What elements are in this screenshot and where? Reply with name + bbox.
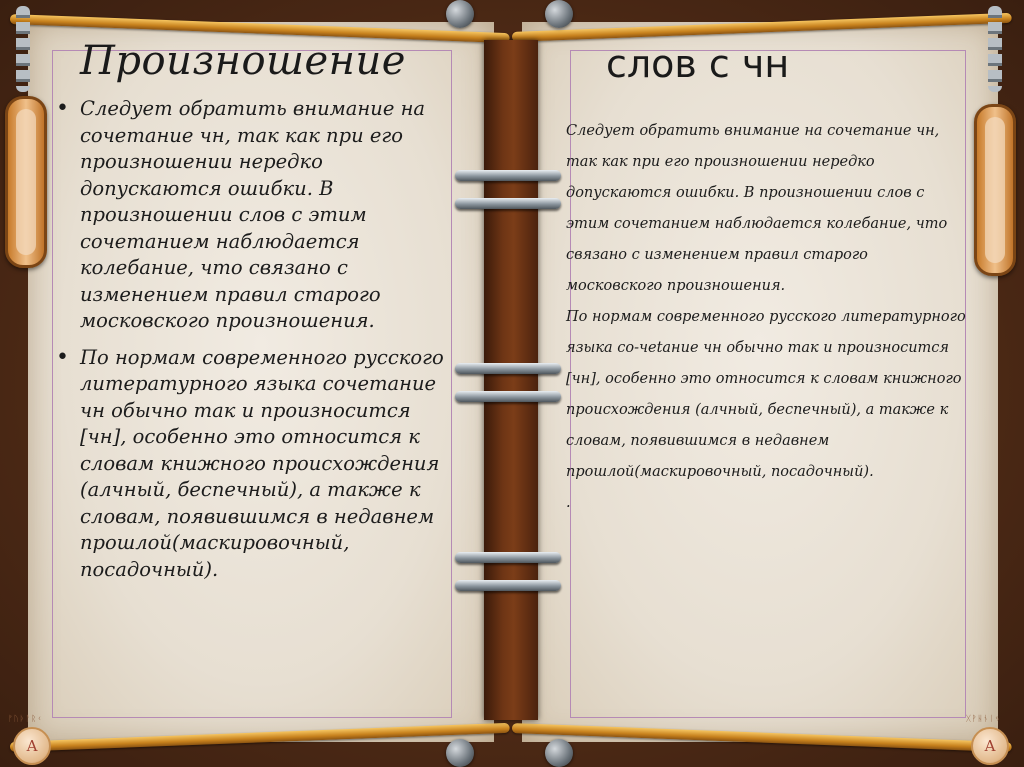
paragraph: . [566, 495, 571, 511]
chain-icon [988, 6, 1002, 92]
medallion-icon: A [971, 727, 1009, 765]
page-title-right: слов с чн [606, 42, 790, 86]
binder-ring-icon [455, 580, 561, 591]
right-body-text [566, 116, 966, 519]
bookmark-tag-icon [5, 96, 47, 268]
chain-icon [16, 6, 30, 92]
bullet-item: • Следует обратить внимание на сочетание чн, так как при его произношении нередко допускаются ошибки. В произношении слов с этим сочетанием наблюдается колебание, что связано с изменением правил старого московского произношения. [54, 96, 448, 335]
bookmark-tag-icon [974, 104, 1016, 276]
binder-ring-icon [455, 198, 561, 209]
page-title-left: Произношение [80, 38, 406, 84]
bullet-item: • По нормам современного русского литературного языка сочетание чн обычно так и произносится [чн], особенно это относится к словам книжного происхождения (алчный, беспечный), а также к словам, появившимся в недавнем прошлой(маскировочный, посадочный). [54, 345, 448, 584]
rivet-icon [446, 0, 474, 28]
binder-ring-icon [455, 552, 561, 563]
rivet-icon [545, 0, 573, 28]
left-bullet-list [54, 96, 448, 593]
binder-ring-icon [455, 363, 561, 374]
rune-ornament: ᚠᚢᚦᚨᚱᚲ [8, 714, 43, 723]
binder-ring-icon [455, 391, 561, 402]
paragraph: По нормам современного русского литературного языка со-чetание чн обычно так и произносится [чн], особенно это относится к словам книжного происхождения (алчный, беспечный), а также к словам, появившимся в недавнем прошлой(маскировочный, посадочный). [566, 309, 966, 480]
rivet-icon [446, 739, 474, 767]
paragraph: Следует обратить внимание на сочетание чн, так как при его произношении нередко допускаются ошибки. В произношении слов с этим сочетанием наблюдается колебание, что связано с изменением правил старого московского произношения. [566, 123, 948, 294]
binder-ring-icon [455, 170, 561, 181]
rivet-icon [545, 739, 573, 767]
medallion-icon: A [13, 727, 51, 765]
book-spine [484, 40, 538, 720]
rune-ornament: ᚷᚹᚺᚾᛁᛃ [966, 714, 1001, 723]
